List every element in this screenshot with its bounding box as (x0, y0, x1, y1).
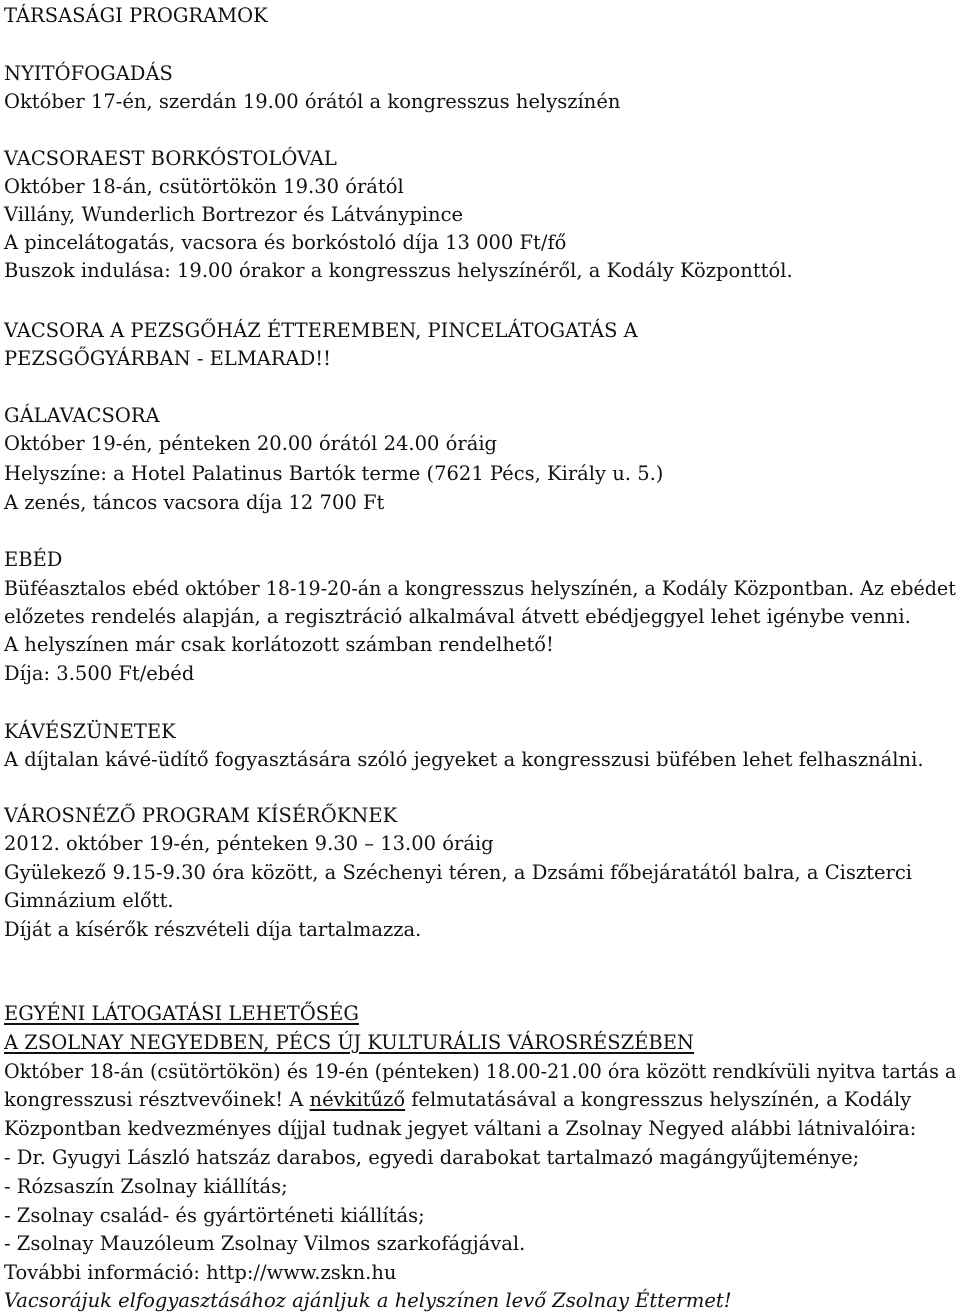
vacsoraest-venue: Villány, Wunderlich Bortrezor és Látványpince (4, 203, 464, 226)
pezsgohaz-notice-line2: PEZSGŐGYÁRBAN - ELMARAD!! (4, 347, 331, 370)
section-heading-egyeni-latogatas: EGYÉNI LÁTOGATÁSI LEHETŐSÉG (4, 1002, 359, 1025)
ebed-price: Díja: 3.500 Ft/ebéd (4, 662, 195, 685)
nevkituzo-emphasis: névkitűző (309, 1088, 406, 1111)
section-heading-galavacsora: GÁLAVACSORA (4, 404, 160, 427)
vacsoraest-date: Október 18-án, csütörtökön 19.30 órától (4, 175, 404, 198)
section-heading-vacsoraest: VACSORAEST BORKÓSTOLÓVAL (4, 147, 337, 170)
ebed-line3: A helyszínen már csak korlátozott számban rendelhető! (4, 633, 554, 656)
zsolnay-line2-start: kongresszusi résztvevőinek! A (4, 1088, 310, 1111)
zsolnay-line2-end: felmutatásával a kongresszus helyszínén, a Kodály (405, 1088, 912, 1111)
zsolnay-info-link: További információ: http://www.zskn.hu (4, 1261, 397, 1284)
galavacsora-price: A zenés, táncos vacsora díja 12 700 Ft (4, 491, 385, 514)
zsolnay-restaurant-recommendation: Vacsorájuk elfogyasztásához ajánljuk a helyszínen levő Zsolnay Éttermet! (4, 1289, 732, 1312)
list-item: - Zsolnay Mauzóleum Zsolnay Vilmos szarkofágjával. (4, 1232, 526, 1255)
ebed-line1: Büféasztalos ebéd október 18-19-20-án a kongresszus helyszínén, a Kodály Központban. Az ebédet (4, 577, 956, 600)
vacsoraest-bus: Buszok indulása: 19.00 órakor a kongresszus helyszínéről, a Kodály Központtól. (4, 259, 793, 282)
section-heading-ebed: EBÉD (4, 548, 63, 571)
section-heading-kaveszunetek: KÁVÉSZÜNETEK (4, 720, 176, 743)
section-heading-varosnezo: VÁROSNÉZŐ PROGRAM KÍSÉRŐKNEK (4, 804, 398, 827)
pezsgohaz-notice-line1: VACSORA A PEZSGŐHÁZ ÉTTEREMBEN, PINCELÁTOGATÁS A (4, 319, 638, 342)
galavacsora-venue: Helyszíne: a Hotel Palatinus Bartók terme (7621 Pécs, Király u. 5.) (4, 462, 664, 485)
document-title: TÁRSASÁGI PROGRAMOK (4, 4, 268, 27)
varosnezo-date: 2012. október 19-én, pénteken 9.30 – 13.00 óráig (4, 832, 494, 855)
zsolnay-opening-hours: Október 18-án (csütörtökön) és 19-én (pénteken) 18.00-21.00 óra között rendkívüli nyitva tartás a (4, 1060, 957, 1083)
varosnezo-meeting-line1: Gyülekező 9.15-9.30 óra között, a Széchenyi téren, a Dzsámi főbejáratától balra, a Ciszterci (4, 861, 913, 884)
list-item: - Zsolnay család- és gyártörténeti kiállítás; (4, 1204, 425, 1227)
section-heading-zsolnay-negyed: A ZSOLNAY NEGYEDBEN, PÉCS ÚJ KULTURÁLIS VÁROSRÉSZÉBEN (4, 1031, 694, 1054)
vacsoraest-price: A pincelátogatás, vacsora és borkóstoló díja 13 000 Ft/fő (4, 231, 567, 254)
galavacsora-date: Október 19-én, pénteken 20.00 órától 24.00 óráig (4, 432, 498, 455)
varosnezo-meeting-line2: Gimnázium előtt. (4, 889, 174, 912)
varosnezo-fee: Díját a kísérők részvételi díja tartalmazza. (4, 918, 422, 941)
zsolnay-line3: Központban kedvezményes díjjal tudnak jegyet váltani a Zsolnay Negyed alábbi látnivalóira: (4, 1117, 917, 1140)
zsolnay-line2 (4, 1086, 911, 1114)
kaveszunetek-line1: A díjtalan kávé-üdítő fogyasztására szóló jegyeket a kongresszusi büfében lehet felhasználni. (4, 748, 924, 771)
list-item: - Rózsaszín Zsolnay kiállítás; (4, 1175, 288, 1198)
nyitofogadas-date: Október 17-én, szerdán 19.00 órától a kongresszus helyszínén (4, 90, 621, 113)
list-item: - Dr. Gyugyi László hatszáz darabos, egyedi darabokat tartalmazó magángyűjteménye; (4, 1146, 860, 1169)
ebed-line2: előzetes rendelés alapján, a regisztráció alkalmával átvett ebédjeggyel lehet igénybe venni. (4, 605, 911, 628)
section-heading-nyitofogadas: NYITÓFOGADÁS (4, 62, 173, 85)
